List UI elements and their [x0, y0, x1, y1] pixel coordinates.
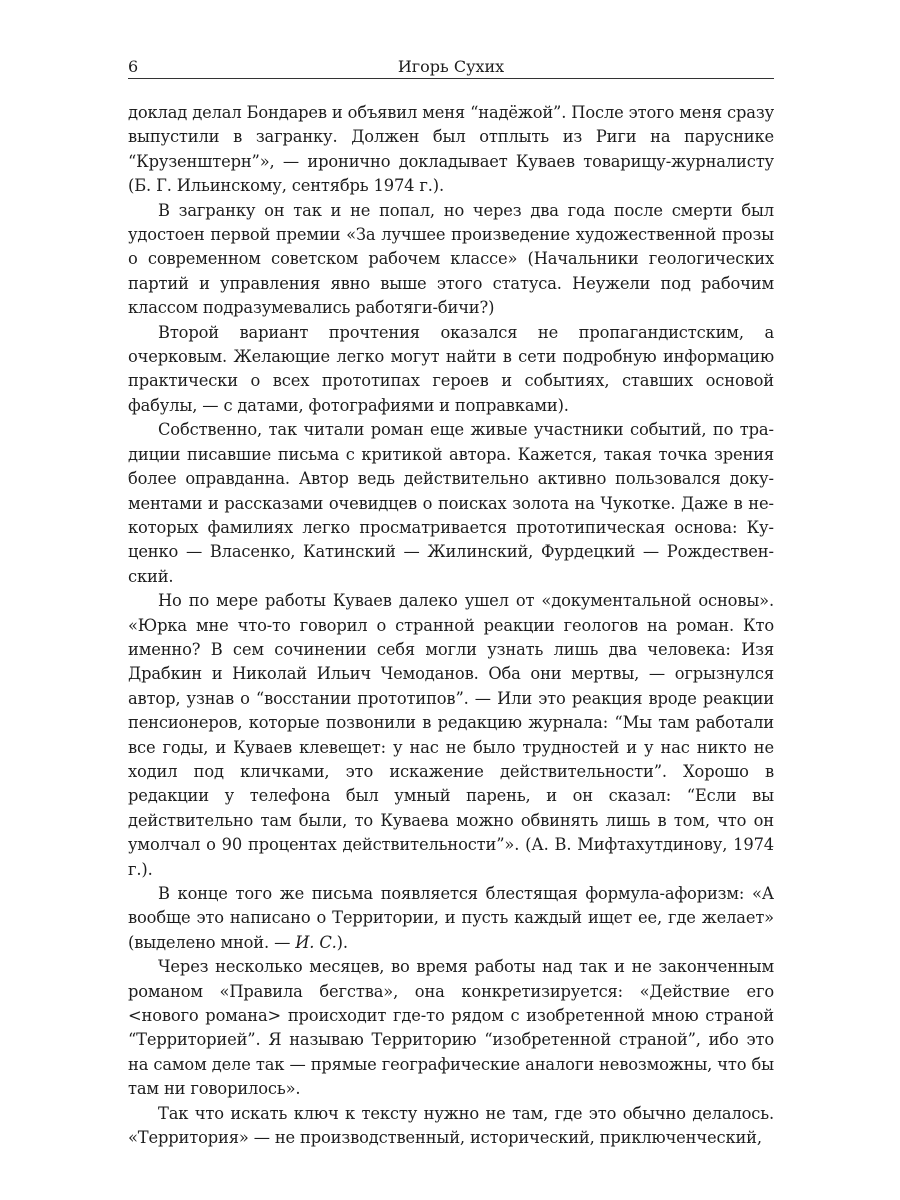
paragraph-text: Второй вариант прочтения оказался не пропагандистским, а очерковым. Желающие легко могут найти в сети подробную информацию практически о всех прототипах героев и событиях, ставших основой фабулы, — с датами, фотографиями и поправками). [128, 322, 780, 415]
paragraph-text: В конце того же письма появляется блестящая формула-афоризм: «А вообще это написано о Территории, и пусть каждый ищет ее, где желает» (выделено мной. — [128, 884, 780, 952]
paragraph-text: ). [336, 932, 348, 952]
body-text [128, 101, 780, 1150]
paragraph-text: Так что искать ключ к тексту нужно не там, где это обычно делалось. «Территория» — не производственный, исторический, приключенческий, [128, 1103, 780, 1148]
italic-text: И. С. [295, 932, 337, 952]
paragraph [128, 418, 780, 589]
paragraph [128, 101, 780, 199]
paragraph-text: Собственно, так читали роман еще живые участники событий, по традиции писавшие письма с критикой автора. Кажется, такая точка зрения более оправданна. Автор ведь действительно активно пользовался документами и рассказами очевидцев о поисках золота на Чукотке. Даже в некоторых фамилиях легко просматривается прототипическая основа: Куценко — Власенко, Катинский — Жилинский, Фурдецкий — Рождественский. [128, 420, 780, 586]
paragraph-text: Но по мере работы Куваев далеко ушел от «документальной основы». «Юрка мне что-то говорил о странной реакции геологов на роман. Кто именно? В сем сочинении себя могли узнать лишь два человека: Изя Драбкин и Николай Ильич Чемоданов. Оба они мертвы, — огрызнулся автор, узнав о “восстании прототипов”. — Или это реакция вроде реакции пенсионеров, которые позвонили в редакцию журнала: “Мы там работали все годы, и Куваев клевещет: у нас не было трудностей и у нас никто не ходил под кличками, это искажение действительности”. Хорошо в редакции у телефона был умный парень, и он сказал: “Если вы действительно там были, то Куваева можно обвинять лишь в том, что он умолчал о 90 процентах действительности”». (А. В. Мифтахутдинову, 1974 г.). [128, 591, 780, 879]
header-rule [128, 78, 774, 79]
paragraph [128, 321, 780, 419]
paragraph-text: Через несколько месяцев, во время работы над так и не законченным романом «Правила бегства», она конкретизируется: «Действие его <нового романа> происходит где-то рядом с изобретенной мною страной “Территорией”. Я называю Территорию “изобретенной страной”, ибо это на самом деле так — прямые географические аналоги невозможны, что бы там ни говорилось». [128, 957, 780, 1099]
paragraph [128, 882, 780, 955]
paragraph [128, 955, 780, 1101]
paragraph-text: В загранку он так и не попал, но через два года после смерти был удостоен первой премии «За лучшее произведение художественной прозы о современном советском рабочем классе» (Начальники геологических партий и управления явно выше этого статуса. Неужели под рабочим классом подразумевались работяги-бичи?) [128, 200, 780, 318]
page-header [128, 58, 774, 78]
paragraph-text: доклад делал Бондарев и объявил меня “надёжой”. После этого меня сразу выпустили в загранку. Должен был отплыть из Риги на паруснике “Крузенштерн”», — иронично докладывает Куваев товарищу-журналисту (Б. Г. Ильинскому, сентябрь 1974 г.). [128, 103, 780, 196]
paragraph [128, 199, 780, 321]
running-title: Игорь Сухих [397, 57, 505, 76]
page-number: 6 [128, 57, 139, 76]
paragraph [128, 1102, 780, 1151]
paragraph [128, 589, 780, 882]
